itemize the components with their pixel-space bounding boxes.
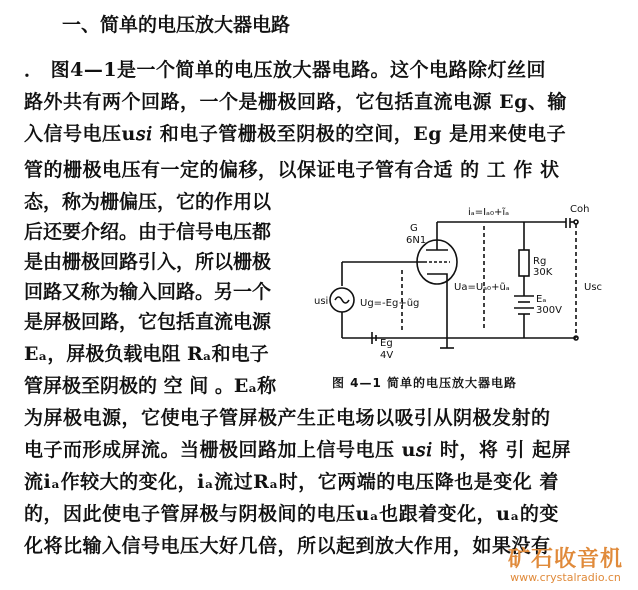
side-text-line-4: 回路又称为输入回路。另一个 bbox=[24, 281, 272, 303]
label-rg-value: 30K bbox=[533, 267, 553, 278]
text-line-6: 电子而形成屏流。当栅极回路加上信号电压 u𝑠𝑖 时，将 引 起屏 bbox=[24, 439, 572, 461]
label-tube-g: G bbox=[410, 223, 418, 234]
label-eg-value: 4V bbox=[380, 350, 394, 361]
label-ug: Ug=-Eg+ũg bbox=[360, 298, 420, 309]
watermark-title: 矿石收音机 bbox=[508, 547, 624, 572]
side-text-line-1: 态，称为栅偏压，它的作用以 bbox=[24, 191, 272, 213]
text-line-1: ． 图4—1是一个简单的电压放大器电路。这个电路除灯丝回 bbox=[24, 59, 547, 81]
text-line-8: 的，因此使电子管屏极与阴极间的电压uₐ也跟着变化，uₐ的变 bbox=[24, 503, 559, 525]
label-ua: Ua=Uₐ₀+ũₐ bbox=[454, 282, 510, 293]
side-text-line-7: 管屏极至阴极的 空 间 。Eₐ称 bbox=[24, 375, 277, 397]
text-line-7: 流iₐ作较大的变化，iₐ流过Rₐ时，它两端的电压降也是变化 着 bbox=[24, 471, 559, 493]
label-ea: Eₐ bbox=[536, 294, 547, 305]
label-rg: Rg bbox=[533, 256, 547, 267]
text-line-5: 为屏极电源，它使电子管屏极产生正电场以吸引从阴极发射的 bbox=[24, 407, 551, 429]
side-text-line-2: 后还要介绍。由于信号电压都 bbox=[24, 221, 272, 243]
watermark-logo bbox=[508, 542, 623, 584]
section-heading: 一、简单的电压放大器电路 bbox=[62, 14, 291, 36]
label-usc: Usc bbox=[584, 282, 603, 293]
label-usi: usi bbox=[314, 296, 329, 307]
side-text-line-3: 是由栅极回路引入，所以栅极 bbox=[24, 251, 272, 273]
label-coh: Coh bbox=[570, 204, 590, 215]
label-eg: Eg bbox=[380, 338, 393, 349]
text-line-9: 化将比输入信号电压大好几倍，所以起到放大作用，如果没有 bbox=[24, 535, 551, 557]
text-line-4: 管的栅极电压有一定的偏移，以保证电子管有合适 的 工 作 状 bbox=[24, 159, 560, 181]
side-text-line-5: 是屏极回路，它包括直流电源 bbox=[24, 311, 272, 333]
label-ea-value: 300V bbox=[536, 305, 562, 316]
circuit-diagram bbox=[312, 198, 638, 398]
side-text-line-6: Eₐ，屏极负载电阻 Rₐ和电子 bbox=[24, 343, 269, 365]
text-line-2: 路外共有两个回路，一个是栅极回路，它包括直流电源 Eg、输 bbox=[24, 91, 567, 113]
watermark-url: www.crystalradio.cn bbox=[510, 571, 621, 584]
text-line-3: 入信号电压u𝑠𝑖 和电子管栅极至阴极的空间，Eg 是用来使电子 bbox=[24, 123, 567, 145]
label-ia: iₐ=Iₐ₀+ĩₐ bbox=[468, 207, 510, 218]
plate-resistor bbox=[519, 250, 529, 276]
figure-caption: 图 4—1 简单的电压放大器电路 bbox=[332, 376, 518, 390]
label-tube-type: 6N1 bbox=[406, 235, 427, 246]
